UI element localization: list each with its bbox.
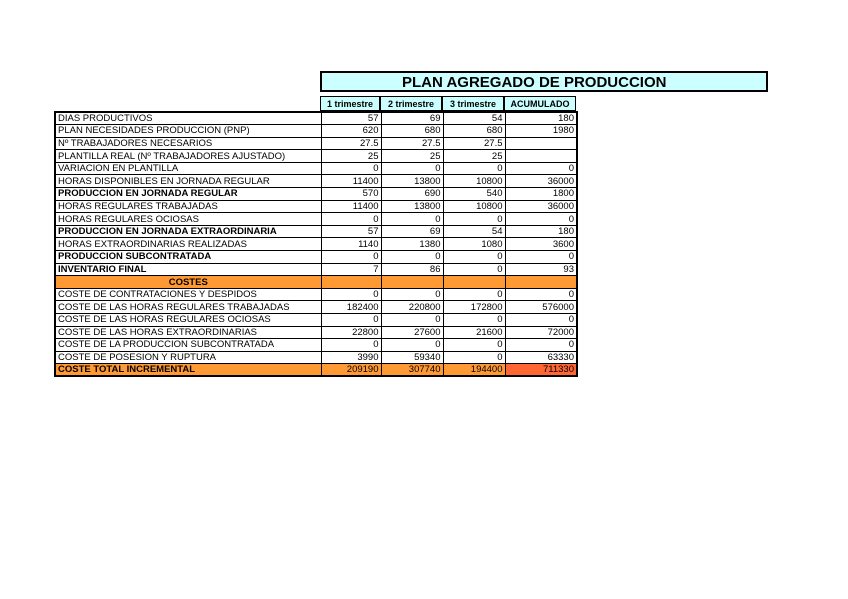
value-cell: 209190	[321, 364, 381, 377]
value-cell: 180	[505, 112, 577, 125]
cost-row	[55, 351, 577, 364]
row-label: PLAN NECESIDADES PRODUCCION (PNP)	[55, 125, 321, 138]
value-cell: 0	[443, 213, 505, 226]
value-cell: 0	[321, 162, 381, 175]
table-row	[55, 213, 577, 226]
costs-header-empty-cell	[443, 276, 505, 289]
value-cell: 0	[321, 288, 381, 301]
value-cell: 72000	[505, 326, 577, 339]
row-label: INVENTARIO FINAL	[55, 263, 321, 276]
row-label: HORAS REGULARES TRABAJADAS	[55, 200, 321, 213]
value-cell: 194400	[443, 364, 505, 377]
value-cell: 54	[443, 112, 505, 125]
value-cell: 0	[381, 251, 443, 264]
table-row	[55, 150, 577, 163]
value-cell: 57	[321, 225, 381, 238]
value-cell: 25	[321, 150, 381, 163]
row-label: COSTE TOTAL INCREMENTAL	[55, 364, 321, 377]
value-cell: 0	[321, 251, 381, 264]
row-label: HORAS DISPONIBLES EN JORNADA REGULAR	[55, 175, 321, 188]
value-cell: 540	[443, 188, 505, 201]
costs-header-empty-cell	[505, 276, 577, 289]
row-label: PRODUCCION EN JORNADA REGULAR	[55, 188, 321, 201]
value-cell: 36000	[505, 200, 577, 213]
table-row	[55, 225, 577, 238]
value-cell: 27.5	[443, 137, 505, 150]
costs-header-empty-cell	[381, 276, 443, 289]
table-row	[55, 162, 577, 175]
value-cell: 54	[443, 225, 505, 238]
cost-row	[55, 326, 577, 339]
value-cell: 0	[505, 162, 577, 175]
value-cell: 0	[505, 288, 577, 301]
plan-title: PLAN AGREGADO DE PRODUCCION	[402, 74, 667, 91]
costs-section-row	[55, 276, 577, 289]
row-label: COSTE DE LAS HORAS EXTRAORDINARIAS	[55, 326, 321, 339]
table-row	[55, 137, 577, 150]
value-cell: 1140	[321, 238, 381, 251]
value-cell: 27.5	[321, 137, 381, 150]
row-label: Nº TRABAJADORES NECESARIOS	[55, 137, 321, 150]
value-cell: 0	[505, 251, 577, 264]
row-label: HORAS EXTRAORDINARIAS REALIZADAS	[55, 238, 321, 251]
value-cell: 10800	[443, 200, 505, 213]
value-cell: 69	[381, 225, 443, 238]
value-cell: 0	[443, 263, 505, 276]
value-cell: 0	[321, 314, 381, 327]
value-cell: 0	[381, 213, 443, 226]
total-cost-row	[55, 364, 577, 377]
value-cell: 0	[443, 351, 505, 364]
value-cell: 69	[381, 112, 443, 125]
row-label: HORAS REGULARES OCIOSAS	[55, 213, 321, 226]
value-cell: 25	[381, 150, 443, 163]
value-cell: 22800	[321, 326, 381, 339]
plan-title-box	[320, 71, 768, 92]
value-cell: 0	[505, 213, 577, 226]
row-label: PRODUCCION SUBCONTRATADA	[55, 251, 321, 264]
value-cell: 57	[321, 112, 381, 125]
value-cell: 0	[381, 314, 443, 327]
value-cell: 711330	[505, 364, 577, 377]
value-cell: 11400	[321, 175, 381, 188]
value-cell: 21600	[443, 326, 505, 339]
cost-row	[55, 301, 577, 314]
column-header-1-trimestre: 1 trimestre	[320, 96, 380, 111]
row-label: COSTE DE POSESION Y RUPTURA	[55, 351, 321, 364]
value-cell: 172800	[443, 301, 505, 314]
value-cell: 86	[381, 263, 443, 276]
value-cell: 3600	[505, 238, 577, 251]
table-row	[55, 263, 577, 276]
value-cell: 0	[381, 339, 443, 352]
value-cell: 27.5	[381, 137, 443, 150]
value-cell: 220800	[381, 301, 443, 314]
value-cell: 690	[381, 188, 443, 201]
value-cell: 0	[381, 162, 443, 175]
row-label: COSTE DE LAS HORAS REGULARES TRABAJADAS	[55, 301, 321, 314]
value-cell: 1080	[443, 238, 505, 251]
value-cell: 0	[443, 314, 505, 327]
value-cell: 93	[505, 263, 577, 276]
value-cell: 307740	[381, 364, 443, 377]
value-cell: 0	[505, 314, 577, 327]
table-row	[55, 238, 577, 251]
column-header-3-trimestre: 3 trimestre	[442, 96, 504, 111]
value-cell: 182400	[321, 301, 381, 314]
value-cell: 10800	[443, 175, 505, 188]
production-plan-table	[54, 111, 578, 377]
value-cell: 0	[321, 213, 381, 226]
row-label: PRODUCCION EN JORNADA EXTRAORDINARIA	[55, 225, 321, 238]
value-cell: 1980	[505, 125, 577, 138]
value-cell: 0	[443, 339, 505, 352]
cost-row	[55, 339, 577, 352]
value-cell: 0	[443, 162, 505, 175]
value-cell: 0	[443, 251, 505, 264]
value-cell: 27600	[381, 326, 443, 339]
value-cell: 1800	[505, 188, 577, 201]
table-row	[55, 175, 577, 188]
value-cell: 1380	[381, 238, 443, 251]
row-label: COSTE DE CONTRATACIONES Y DESPIDOS	[55, 288, 321, 301]
value-cell: 680	[443, 125, 505, 138]
cost-row	[55, 314, 577, 327]
costs-header-empty-cell	[321, 276, 381, 289]
table-row	[55, 251, 577, 264]
row-label: COSTE DE LA PRODUCCION SUBCONTRATADA	[55, 339, 321, 352]
row-label: DIAS PRODUCTIVOS	[55, 112, 321, 125]
value-cell: 0	[321, 339, 381, 352]
value-cell: 59340	[381, 351, 443, 364]
value-cell: 11400	[321, 200, 381, 213]
value-cell: 576000	[505, 301, 577, 314]
value-cell: 13800	[381, 200, 443, 213]
value-cell: 680	[381, 125, 443, 138]
value-cell: 570	[321, 188, 381, 201]
value-cell	[505, 150, 577, 163]
value-cell: 3990	[321, 351, 381, 364]
value-cell: 620	[321, 125, 381, 138]
table-row	[55, 188, 577, 201]
table-row	[55, 125, 577, 138]
column-header-acumulado: ACUMULADO	[504, 96, 576, 111]
value-cell: 0	[381, 288, 443, 301]
value-cell: 0	[443, 288, 505, 301]
value-cell: 13800	[381, 175, 443, 188]
column-header-2-trimestre: 2 trimestre	[380, 96, 442, 111]
costs-header-label-cell: COSTES	[55, 276, 321, 289]
value-cell: 180	[505, 225, 577, 238]
row-label: COSTE DE LAS HORAS REGULARES OCIOSAS	[55, 314, 321, 327]
value-cell: 36000	[505, 175, 577, 188]
value-cell: 0	[505, 339, 577, 352]
value-cell	[505, 137, 577, 150]
value-cell: 25	[443, 150, 505, 163]
row-label: VARIACION EN PLANTILLA	[55, 162, 321, 175]
value-cell: 7	[321, 263, 381, 276]
cost-row	[55, 288, 577, 301]
table-row	[55, 200, 577, 213]
value-cell: 63330	[505, 351, 577, 364]
table-row	[55, 112, 577, 125]
row-label: PLANTILLA REAL (Nº TRABAJADORES AJUSTADO)	[55, 150, 321, 163]
